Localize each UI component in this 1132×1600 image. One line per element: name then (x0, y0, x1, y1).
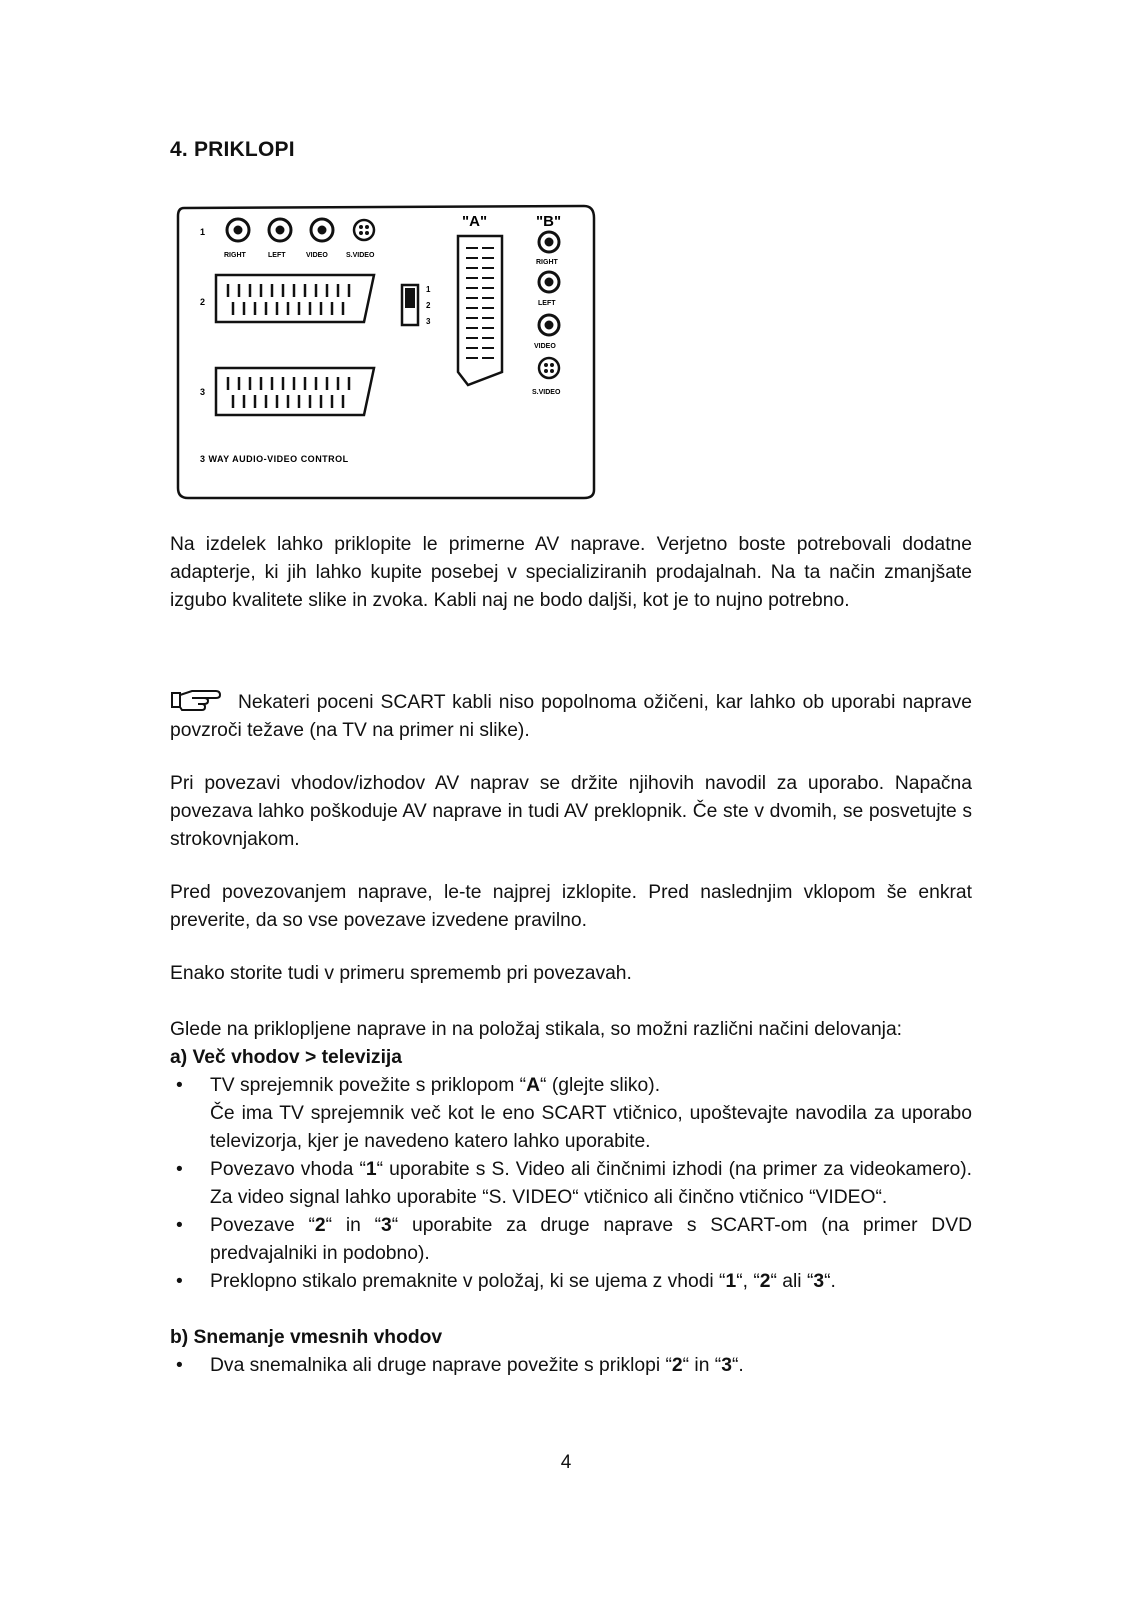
diagram-caption: 3 WAY AUDIO-VIDEO CONTROL (200, 454, 349, 464)
paragraph-2: Pri povezavi vhodov/izhodov AV naprav se držite njihovih navodil za uporabo. Napačna povezava lahko poškoduje AV naprave in tudi AV preklopnik. Če ste v dvomih, se posvetujte s strokovnjakom. (170, 773, 972, 850)
bullet: • (176, 1355, 183, 1376)
switch-pos-3: 3 (426, 317, 431, 326)
label-left: LEFT (268, 252, 286, 259)
row1-number: 1 (200, 227, 206, 237)
row3-number: 3 (200, 387, 206, 397)
list-item: • Povezavo vhoda “1“ uporabite s S. Video ali činčnimi izhodi (na primer za videokamero). Za video signal lahko uporabite “S. VIDEO“ vtičnico ali činčno vtičnico “VIDEO“. (170, 1156, 972, 1212)
scart-output-a (458, 236, 502, 385)
label-svideo: S.VIDEO (346, 252, 375, 259)
section-heading: 4. PRIKLOPI (170, 138, 295, 161)
output-b-right-jack (539, 232, 559, 252)
paragraph-4: Enako storite tudi v primeru sprememb pri povezavah. (170, 963, 632, 984)
bullet: • (176, 1159, 183, 1180)
rca-jack-right (227, 219, 249, 241)
bullet: • (176, 1271, 183, 1292)
output-a-label: "A" (462, 213, 488, 230)
bullet: • (176, 1075, 183, 1096)
note-paragraph: Nekateri poceni SCART kabli niso popolnoma ožičeni, kar lahko ob uporabi naprave povzroči težave (na TV na primer ni slike). (170, 692, 972, 741)
selector-switch (402, 285, 418, 325)
switch-pos-2: 2 (426, 301, 431, 310)
b-label-svideo: S.VIDEO (532, 389, 561, 396)
list-item: • Preklopno stikalo premaknite v položaj, ki se ujema z vhodi “1“, “2“ ali “3“. (170, 1268, 972, 1296)
row2-number: 2 (200, 297, 206, 307)
scart-socket-3 (216, 368, 374, 415)
svideo-jack (354, 220, 374, 240)
intro-paragraph: Na izdelek lahko priklopite le primerne AV naprave. Verjetno boste potrebovali dodatne adapterje, ki jih lahko kupite posebej v specializiranih prodajalnah. Na ta način zmanjšate izgubo kvalitete slike in zvoka. Kabli naj ne bodo daljši, kot je to nujno potrebno. (170, 534, 972, 611)
section-a-heading: a) Več vhodov > televizija (170, 1047, 403, 1068)
switch-pos-1: 1 (426, 285, 431, 294)
av-switch-diagram (176, 200, 616, 505)
list-item: • TV sprejemnik povežite s priklopom “A“ (glejte sliko). Če ima TV sprejemnik več kot le eno SCART vtičnico, upoštevajte navodila za uporabo televizorja, kjer je navedeno katero lahko uporabite. (170, 1072, 972, 1156)
list-item: • Dva snemalnika ali druge naprave povežite s priklopi “2“ in “3“. (170, 1352, 972, 1380)
paragraph-5: Glede na priklopljene naprave in na položaj stikala, so možni različni načini delovanja: (170, 1019, 903, 1040)
output-b-label: "B" (536, 213, 562, 230)
rca-jack-video (311, 219, 333, 241)
paragraph-3: Pred povezovanjem naprave, le-te najprej izklopite. Pred naslednjim vklopom še enkrat preverite, da so vse povezave izvedene pravilno. (170, 882, 972, 931)
b-label-right: RIGHT (536, 259, 558, 266)
output-b-svideo-jack (539, 358, 559, 378)
b-label-video: VIDEO (534, 343, 556, 350)
label-video: VIDEO (306, 252, 328, 259)
b-label-left: LEFT (538, 300, 556, 307)
section-b-heading: b) Snemanje vmesnih vhodov (170, 1327, 443, 1348)
scart-socket-2 (216, 275, 374, 322)
page-number: 4 (560, 1452, 572, 1473)
rca-jack-left (269, 219, 291, 241)
list-item: • Povezave “2“ in “3“ uporabite za druge naprave s SCART-om (na primer DVD predvajalniki in podobno). (170, 1212, 972, 1268)
modes-section (170, 1016, 972, 1380)
output-b-video-jack (539, 315, 559, 335)
bullet: • (176, 1215, 183, 1236)
label-right: RIGHT (224, 252, 246, 259)
list-item-continuation: Če ima TV sprejemnik več kot le eno SCART vtičnico, upoštevajte navodila za uporabo televizorja, kjer je navedeno katero lahko uporabite. (210, 1103, 972, 1152)
output-b-left-jack (539, 272, 559, 292)
